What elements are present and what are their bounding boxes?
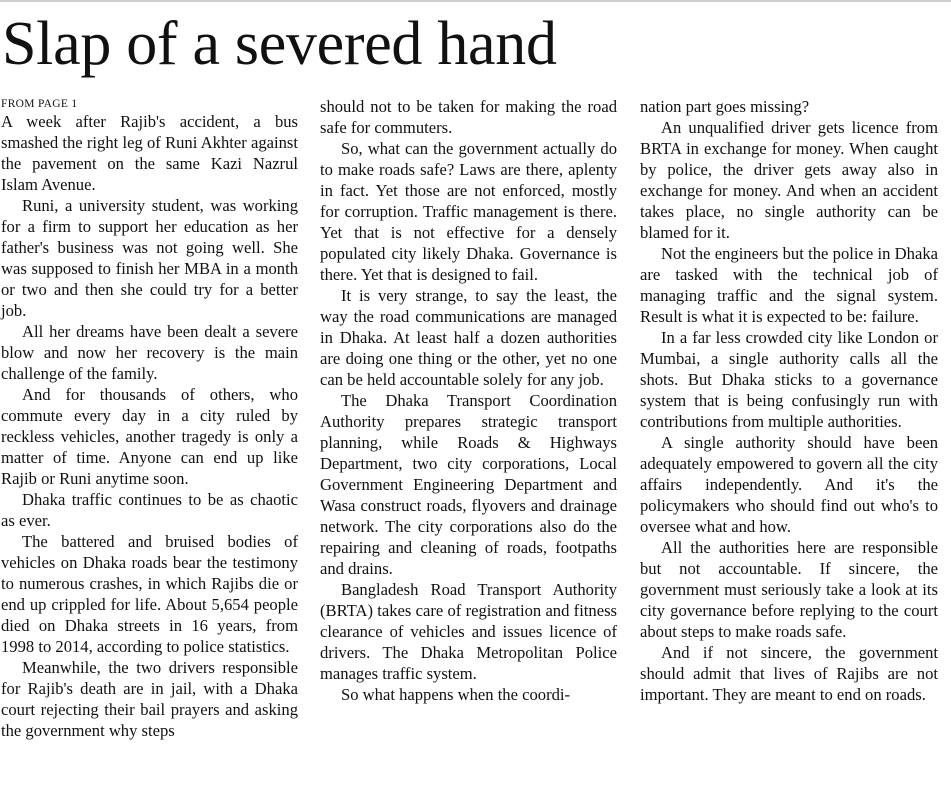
paragraph: The battered and bruised bodies of vehicles on Dhaka roads bear the testimony to numerous crashes, in which Rajibs die or end up crippled for life. About 5,654 people died on Dhaka streets in 16 years, from 1998 to 2014, according to police statistics. (1, 532, 298, 656)
paragraph: All her dreams have been dealt a severe blow and now her recovery is the main challenge of the family. (1, 322, 298, 383)
headline: Slap of a severed hand (2, 10, 557, 78)
paragraph: In a far less crowded city like London or Mumbai, a single authority calls all the shots. But Dhaka sticks to a governance system that is being confusingly run with contributions from multiple authorities. (640, 328, 938, 431)
article-column-3 (640, 96, 938, 705)
paragraph: Meanwhile, the two drivers responsible for Rajib's death are in jail, with a Dhaka court rejecting their bail prayers and asking the government why steps (1, 658, 298, 740)
paragraph: A week after Rajib's accident, a bus smashed the right leg of Runi Akhter against the pavement on the same Kazi Nazrul Islam Avenue. (1, 112, 298, 194)
paragraph: And for thousands of others, who commute every day in a city ruled by reckless vehicles, another tragedy is only a matter of time. Anyone can end up like Rajib or Runi anytime soon. (1, 385, 298, 488)
paragraph: Runi, a university student, was working for a firm to support her education as her father's business was not going well. She was supposed to finish her MBA in a month or two and then she could try for a better job. (1, 196, 298, 320)
paragraph: should not to be taken for making the road safe for commuters. (320, 97, 617, 137)
article-column-2 (320, 96, 617, 705)
paragraph: A single authority should have been adequately empowered to govern all the city affairs independently. And it's the policymakers who should find out who's to oversee what and how. (640, 433, 938, 536)
continuation-kicker: FROM PAGE 1 (1, 98, 78, 110)
top-rule (0, 0, 951, 2)
paragraph: So, what can the government actually do to make roads safe? Laws are there, aplenty in fact. Yet those are not enforced, mostly for corruption. Traffic management is there. Yet that is not effective for a densely populated city likely Dhaka. Governance is there. Yet that is designed to fail. (320, 139, 617, 284)
paragraph: nation part goes missing? (640, 97, 810, 116)
paragraph: Bangladesh Road Transport Authority (BRTA) takes care of registration and fitness clearance of vehicles and issues licence of drivers. The Dhaka Metropolitan Police manages traffic system. (320, 580, 617, 683)
paragraph: Not the engineers but the police in Dhaka are tasked with the technical job of managing traffic and the signal system. Result is what it is expected to be: failure. (640, 244, 938, 326)
paragraph: And if not sincere, the government should admit that lives of Rajibs are not important. They are meant to end on roads. (640, 643, 938, 704)
paragraph: It is very strange, to say the least, the way the road communications are managed in Dhaka. At least half a dozen authorities are doing one thing or the other, yet no one can be held accountable solely for any job. (320, 286, 617, 389)
paragraph: The Dhaka Transport Coordination Authority prepares strategic transport planning, while Roads & Highways Department, two city corporations, Local Government Engineering Department and Wasa construct roads, flyovers and drainage network. The city corporations also do the repairing and cleaning of roads, footpaths and drains. (320, 391, 617, 578)
paragraph: Dhaka traffic continues to be as chaotic as ever. (1, 490, 298, 530)
article-column-1 (1, 96, 298, 741)
paragraph: An unqualified driver gets licence from BRTA in exchange for money. When caught by police, the driver gets away also in exchange for money. And when an accident takes place, no single authority can be blamed for it. (640, 118, 938, 242)
paragraph: So what happens when the coordi- (341, 685, 571, 704)
paragraph: All the authorities here are responsible but not accountable. If sincere, the government must seriously take a look at its city governance before replying to the court about steps to make roads safe. (640, 538, 938, 641)
